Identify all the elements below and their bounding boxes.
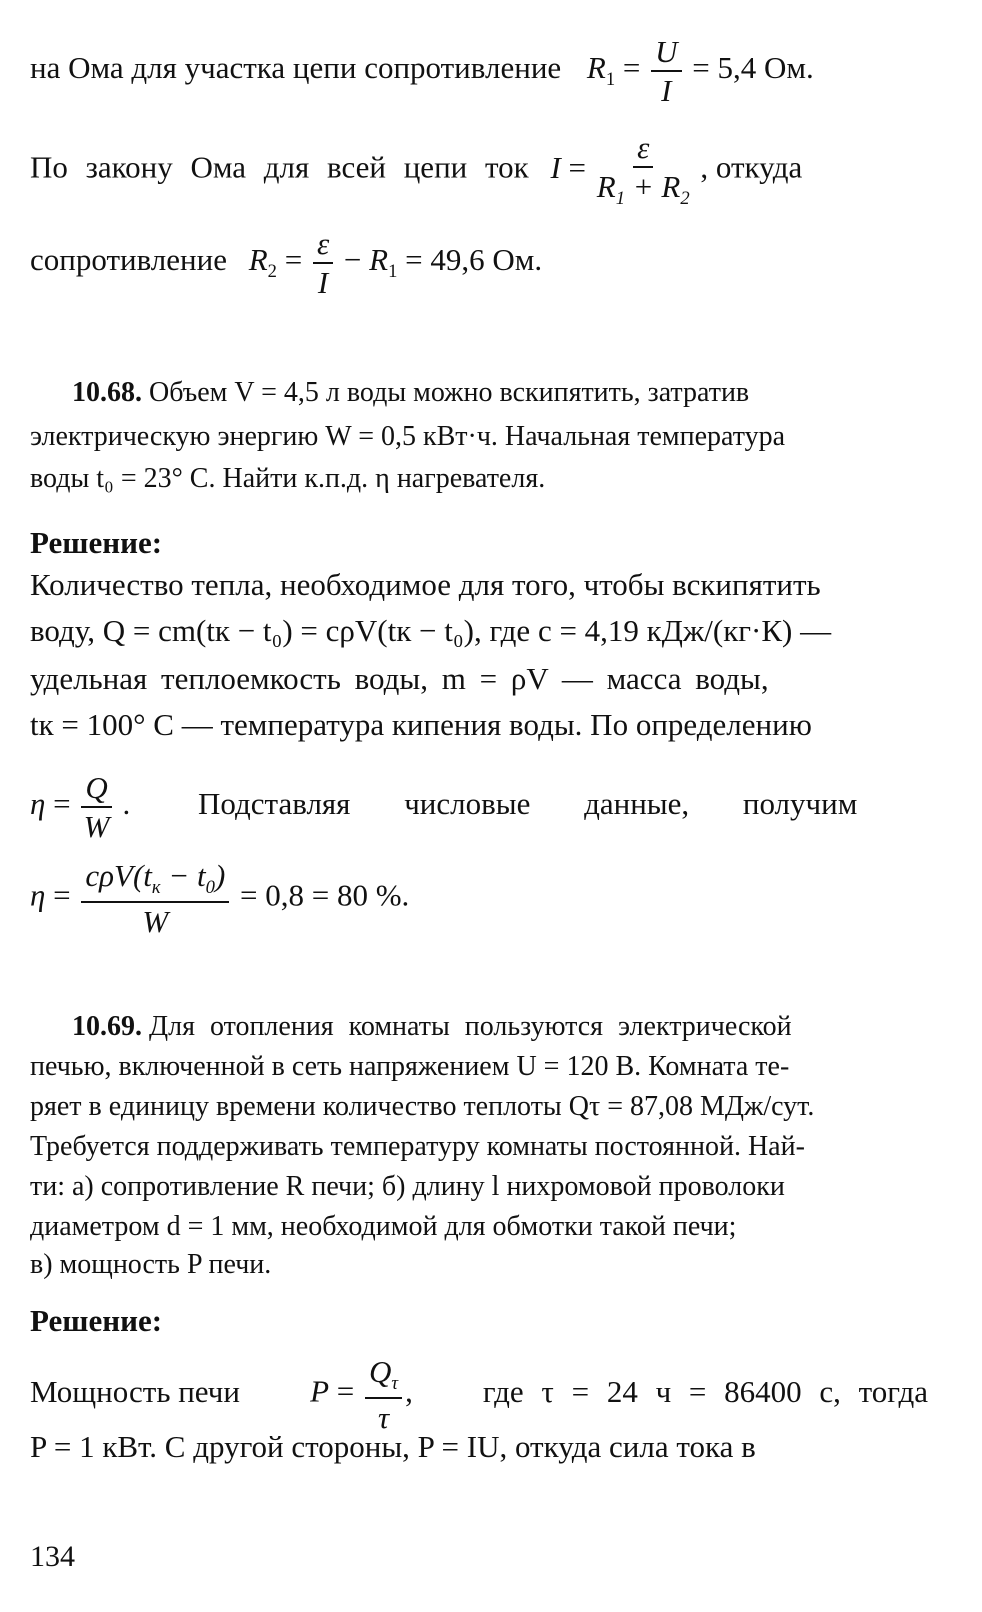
fraction-emf-over-resistances: $\frac{\varepsilon}{R_1 + R_2}$ (596, 130, 690, 210)
efficiency-definition-line: η = $\frac{Q}{W}$ . Подставляя числовые данные, получим (30, 770, 858, 844)
problem-10-68-line-1 (72, 374, 928, 412)
fraction-efficiency-formula: $\frac{c\rho V(t_к - t_0)}{W}$ (81, 860, 229, 937)
problem-10-69-line-3: ряет в единицу времени количество теплоты Qτ = 87,08 МДж/сут. (30, 1091, 815, 1122)
problem-10-69-line-2: печью, включенной в сеть напряжением U = 120 В. Комната те- (30, 1051, 790, 1082)
ohm-section-line: на Ома для участка цепи сопротивление $R_1$ = $\frac{U}{I}$ = 5,4 Ом. (30, 34, 814, 108)
ohm-full-circuit-line: По закону Ома для всей цепи ток I = $\frac{\varepsilon}{R_1 + R_2}$ , откуда (30, 130, 803, 210)
problem-10-68-line-3: воды t₀ = 23° С. Найти к.п.д. η нагревателя. (30, 463, 546, 494)
substitution-text: Подставляя числовые данные, получим (198, 786, 858, 822)
problem-10-69-line-5: ти: а) сопротивление R печи; б) длину l нихромовой проволоки (30, 1171, 785, 1202)
fraction-q-over-tau: $\frac{Q_\tau}{\tau}$ (365, 1356, 402, 1433)
text-span: Мощность печи (30, 1373, 240, 1409)
text-span: где τ = 24 ч = 86400 с, тогда (482, 1373, 928, 1409)
problem-10-69-line-1 (72, 1008, 928, 1046)
page-number: 134 (30, 1540, 75, 1573)
problem-10-69-line-6: диаметром d = 1 мм, необходимой для обмотки такой печи; (30, 1211, 737, 1242)
solution-10-68-line-1: Количество тепла, необходимое для того, чтобы вскипятить (30, 567, 821, 602)
result-span: = 49,6 Ом. (405, 242, 543, 278)
problem-10-69-line-7: в) мощность P печи. (30, 1249, 272, 1280)
solution-10-68-line-4: tк = 100° С — температура кипения воды. По определению (30, 707, 812, 742)
resistance-line: сопротивление $R_2$ = $\frac{\varepsilon}{I}$ − $R_1 = 49,6$ Ом. (30, 226, 543, 300)
text-span: на Ома для участка цепи сопротивление (30, 50, 562, 86)
solution-10-68-line-2: воду, Q = cm(tк − t₀) = cρV(tк − t₀), где c = 4,19 кДж/(кг·К) — (30, 613, 832, 648)
text-span: сопротивление (30, 242, 227, 278)
problem-number: 10.68. (72, 377, 142, 408)
problem-text: Объем V = 4,5 л воды можно вскипятить, затратив (149, 377, 750, 408)
text-span: По закону Ома для всей цепи ток (30, 149, 529, 185)
efficiency-result-line: η = $\frac{c\rho V(t_к - t_0)}{W}$ = 0,8 = 80 %. (30, 858, 410, 939)
fraction-q-over-w: $\frac{Q}{W}$ (81, 772, 111, 842)
tail-span: , откуда (700, 149, 803, 185)
power-result-line: P = 1 кВт. С другой стороны, P = IU, откуда сила тока в (30, 1429, 756, 1464)
problem-text: Для отопления комнаты пользуются электрической (149, 1011, 792, 1042)
solution-heading: Решение: (30, 525, 163, 560)
efficiency-value: = 0,8 = 80 %. (240, 877, 410, 913)
result-span: = 5,4 Ом. (692, 50, 814, 86)
fraction-emf-over-i: $\frac{\varepsilon}{I}$ (313, 228, 333, 298)
problem-number: 10.69. (72, 1011, 142, 1042)
fraction-u-over-i: $\frac{U}{I}$ (651, 36, 681, 106)
solution-10-68-line-3: удельная теплоемкость воды, m = ρV — масса воды, (30, 661, 769, 696)
power-line: Мощность печи P = $\frac{Q_\tau}{\tau}$ , где τ = 24 ч = 86400 с, тогда (30, 1354, 928, 1435)
problem-10-69-line-4: Требуется поддерживать температуру комнаты постоянной. Най- (30, 1131, 805, 1162)
solution-heading: Решение: (30, 1303, 163, 1338)
problem-10-68-line-2: электрическую энергию W = 0,5 кВт·ч. Начальная температура (30, 421, 786, 452)
